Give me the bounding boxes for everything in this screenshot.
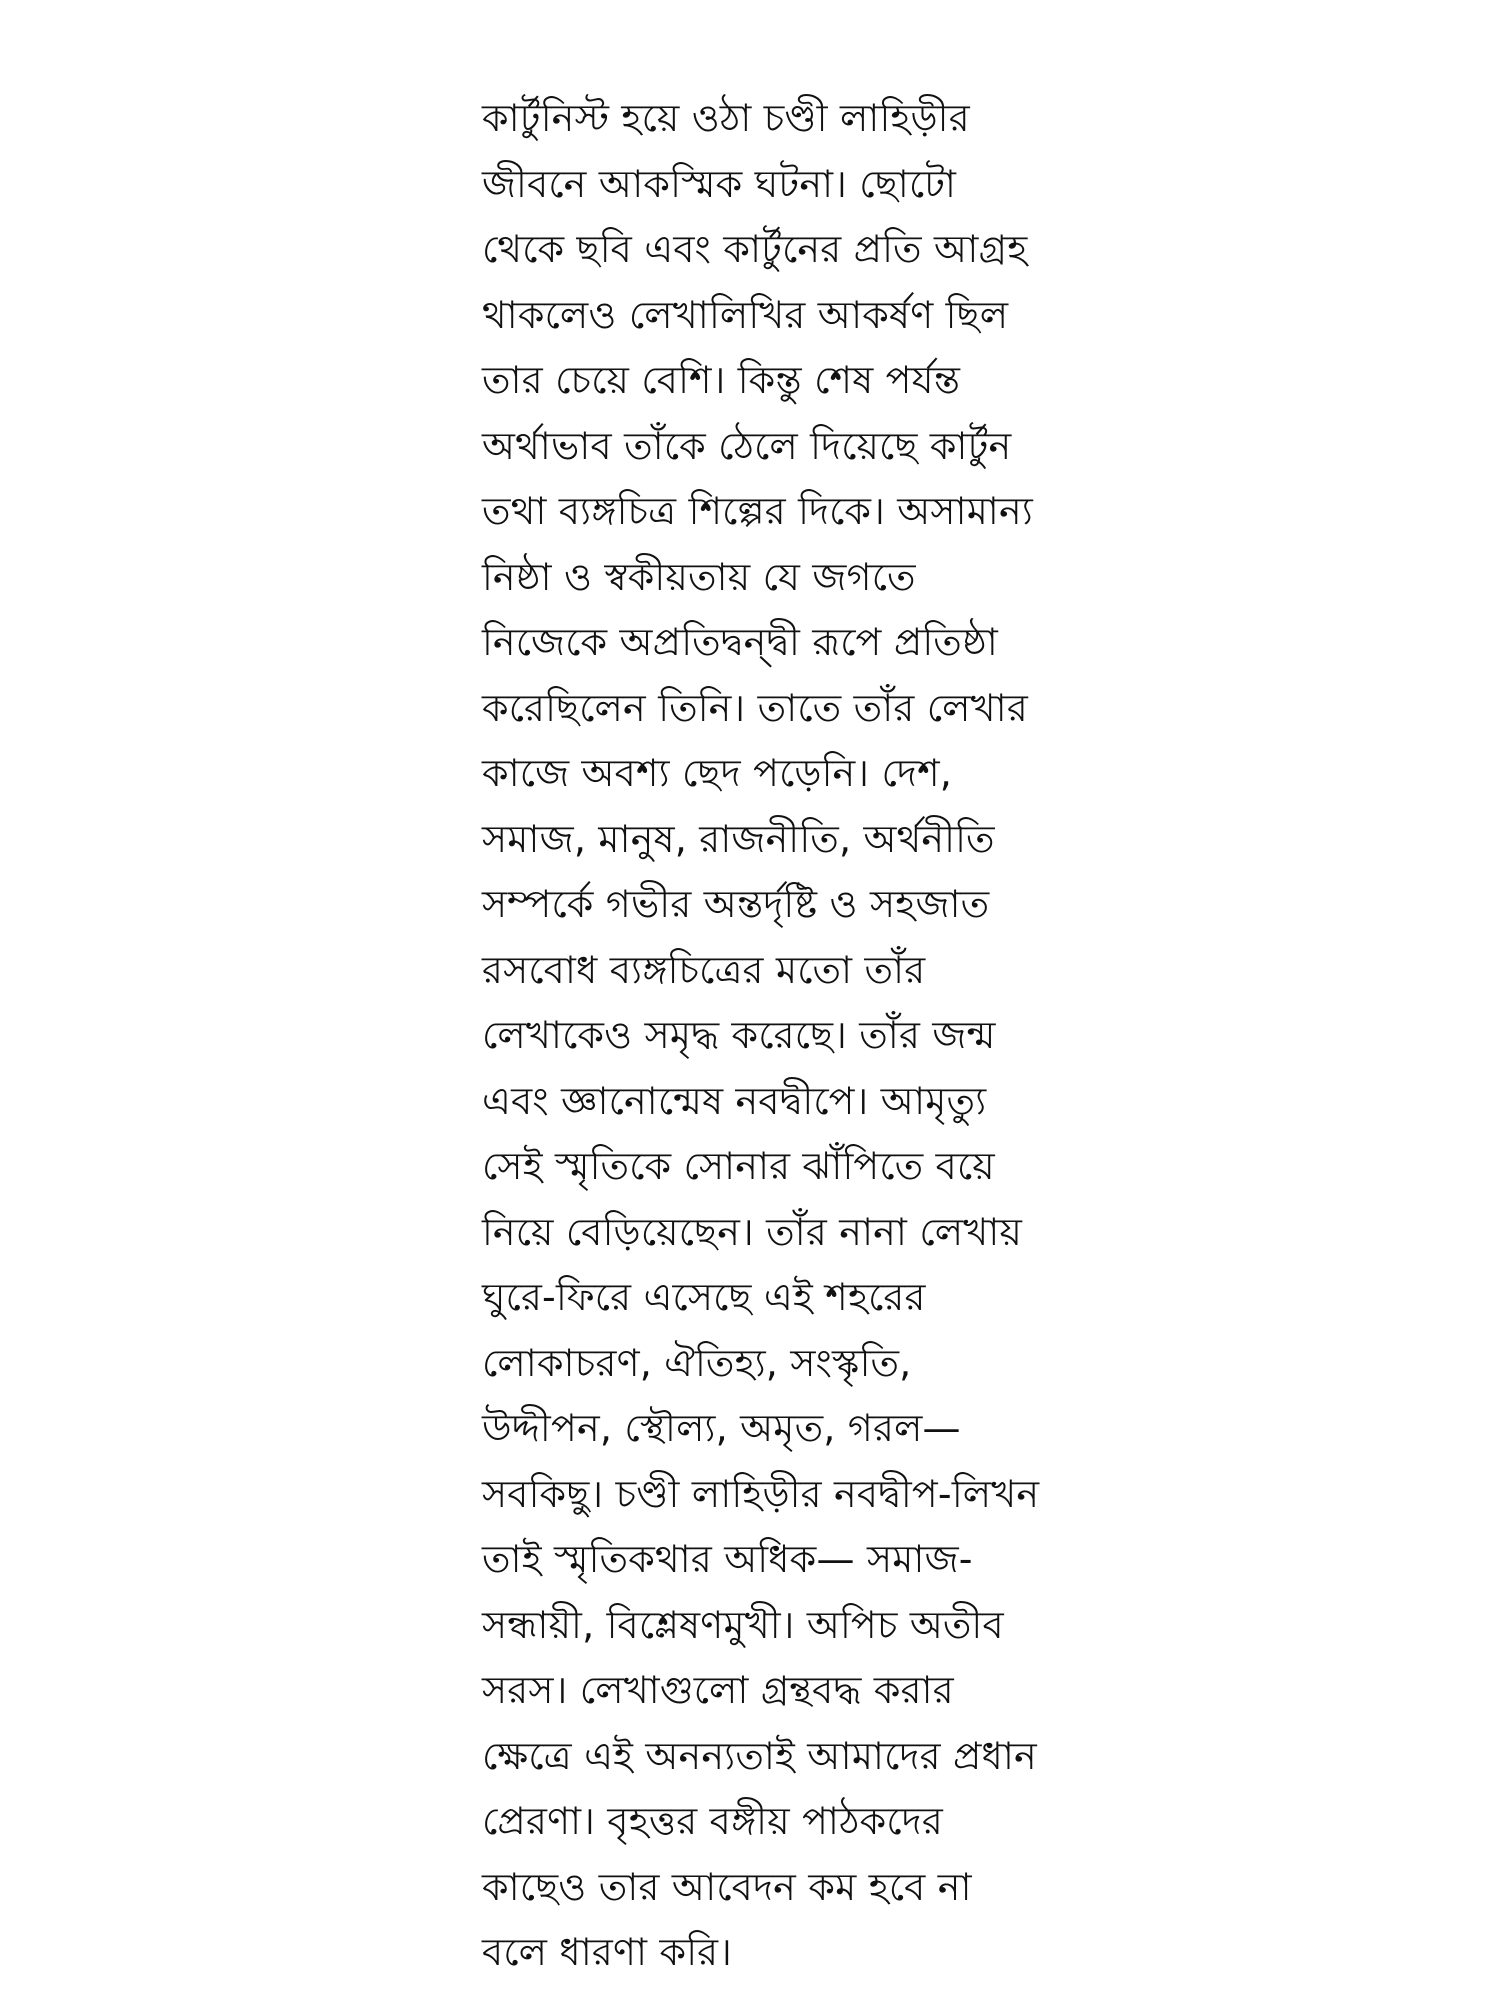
text-line-21: উদ্দীপন, স্থৌল্য, অমৃত, গরল— (482, 1406, 961, 1450)
text-line-18: নিয়ে বেড়িয়েছেন। তাঁর নানা লেখায় (482, 1209, 1023, 1254)
text-line-16: এবং জ্ঞানোন্মেষ নবদ্বীপে। আমৃত্যু (482, 1078, 987, 1123)
text-line-2: জীবনে আকস্মিক ঘটনা। ছোটো (482, 161, 957, 206)
text-line-1: কার্টুনিস্ট হয়ে ওঠা চণ্ডী লাহিড়ীর (482, 96, 970, 140)
text-line-11: কাজে অবশ্য ছেদ পড়েনি। দেশ, (482, 751, 953, 795)
text-line-4: থাকলেও লেখালিখির আকর্ষণ ছিল (482, 292, 1009, 337)
text-line-24: সন্ধায়ী, বিশ্লেষণমুখী। অপিচ অতীব (482, 1602, 1004, 1647)
text-line-27: প্রেরণা। বৃহত্তর বঙ্গীয় পাঠকদের (482, 1799, 943, 1843)
text-line-20: লোকাচরণ, ঐতিহ্য, সংস্কৃতি, (482, 1340, 912, 1385)
text-line-28: কাছেও তার আবেদন কম হবে না (482, 1864, 972, 1909)
text-line-19: ঘুরে-ফিরে এসেছে এই শহরের (482, 1275, 926, 1319)
text-line-12: সমাজ, মানুষ, রাজনীতি, অর্থনীতি (482, 816, 995, 861)
text-line-7: তথা ব্যঙ্গচিত্র শিল্পের দিকে। অসামান্য (482, 489, 1033, 533)
text-line-22: সবকিছু। চণ্ডী লাহিড়ীর নবদ্বীপ-লিখন (482, 1471, 1040, 1516)
body-paragraph (482, 86, 1082, 1986)
text-line-8: নিষ্ঠা ও স্বকীয়তায় যে জগতে (482, 554, 916, 599)
text-line-6: অর্থাভাব তাঁকে ঠেলে দিয়েছে কার্টুন (482, 423, 1012, 468)
text-line-9: নিজেকে অপ্রতিদ্বন্দ্বী রূপে প্রতিষ্ঠা (482, 620, 998, 664)
text-line-10: করেছিলেন তিনি। তাতে তাঁর লেখার (482, 685, 1028, 730)
text-line-13: সম্পর্কে গভীর অন্তর্দৃষ্টি ও সহজাত (482, 882, 990, 926)
text-line-25: সরস। লেখাগুলো গ্রন্থবদ্ধ করার (482, 1668, 954, 1712)
text-line-23: তাই স্মৃতিকথার অধিক— সমাজ- (482, 1537, 973, 1581)
text-line-5: তার চেয়ে বেশি। কিন্তু শেষ পর্যন্ত (482, 358, 961, 402)
text-line-17: সেই স্মৃতিকে সোনার ঝাঁপিতে বয়ে (482, 1144, 995, 1188)
text-line-14: রসবোধ ব্যঙ্গচিত্রের মতো তাঁর (482, 947, 926, 992)
text-line-3: থেকে ছবি এবং কার্টুনের প্রতি আগ্রহ (482, 227, 1028, 271)
text-line-26: ক্ষেত্রে এই অনন্যতাই আমাদের প্রধান (482, 1733, 1037, 1778)
text-line-15: লেখাকেও সমৃদ্ধ করেছে। তাঁর জন্ম (482, 1013, 996, 1057)
text-line-29: বলে ধারণা করি। (482, 1930, 733, 1974)
